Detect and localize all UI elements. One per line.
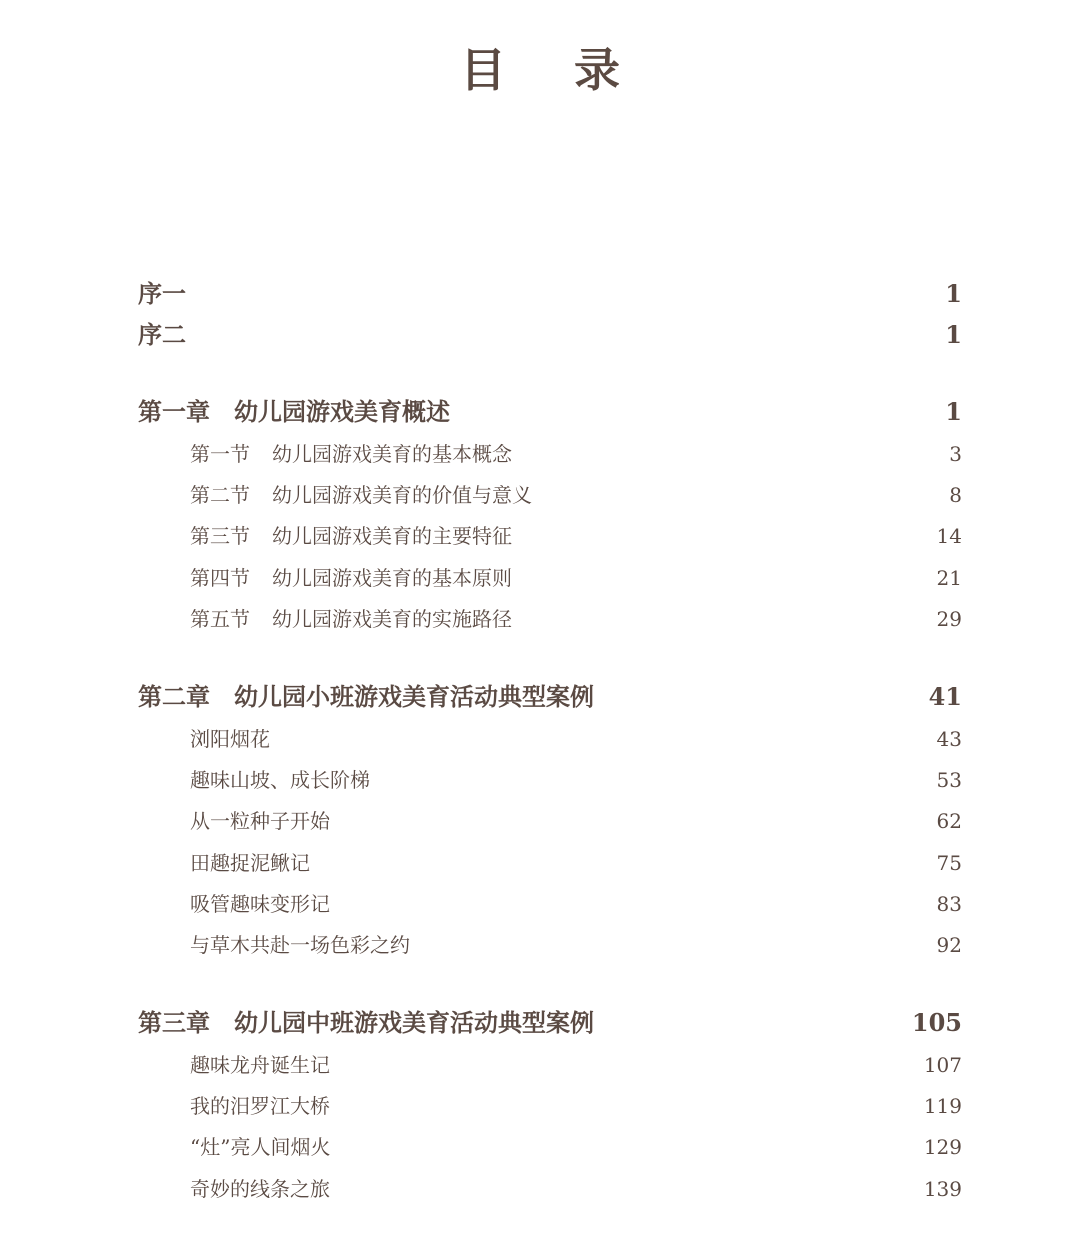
toc-item-title: 趣味龙舟诞生记 xyxy=(190,1053,330,1078)
toc-item-title: “灶”亮人间烟火 xyxy=(190,1135,331,1160)
toc-page-number: 3 xyxy=(949,442,962,466)
toc-item-title: 幼儿园游戏美育的主要特征 xyxy=(272,524,512,549)
toc-chapter-group-3 xyxy=(138,1003,962,1214)
page-title: 目 录 xyxy=(459,43,646,97)
toc-chapter-number: 第一章 xyxy=(138,397,210,426)
toc-chapter-number: 第二章 xyxy=(138,681,210,711)
toc-item[interactable] xyxy=(138,603,962,644)
toc-chapter-1[interactable] xyxy=(138,392,962,438)
toc-item-title: 幼儿园游戏美育的实施路径 xyxy=(272,606,512,631)
toc-item[interactable] xyxy=(138,805,962,846)
toc-item[interactable] xyxy=(138,929,962,970)
toc-page-number: 53 xyxy=(936,768,962,793)
toc-item[interactable] xyxy=(138,764,962,805)
toc-page-number: 1 xyxy=(945,320,962,349)
toc-chapter-label xyxy=(138,392,450,427)
toc-chapter-group-1 xyxy=(138,392,962,644)
toc-item[interactable] xyxy=(138,520,962,561)
toc-item-title: 浏阳烟花 xyxy=(190,726,270,751)
toc-page-number: 8 xyxy=(949,483,962,508)
toc-section-number: 第三节 xyxy=(190,524,250,549)
toc-item-label xyxy=(190,603,512,632)
toc-preface-label: 序一 xyxy=(138,279,186,308)
toc-preface-1[interactable] xyxy=(138,274,962,315)
toc-page-number: 14 xyxy=(936,524,962,549)
toc-page-number: 107 xyxy=(923,1053,962,1078)
toc-chapter-label xyxy=(138,1003,594,1038)
toc-item-label xyxy=(190,438,512,467)
toc-item-title: 与草木共赴一场色彩之约 xyxy=(190,932,410,957)
toc-page-number: 75 xyxy=(936,850,962,875)
toc-item[interactable] xyxy=(138,1173,962,1214)
toc-chapter-number: 第三章 xyxy=(138,1008,210,1038)
toc-page-number: 83 xyxy=(936,891,962,916)
toc-chapter-title: 幼儿园中班游戏美育活动典型案例 xyxy=(234,1008,594,1038)
toc-chapter-label xyxy=(138,677,594,712)
toc-page-number: 92 xyxy=(936,932,962,957)
toc-page-number: 62 xyxy=(936,809,962,834)
table-of-contents xyxy=(138,274,962,1214)
toc-section-number: 第二节 xyxy=(190,483,250,508)
toc-item-title: 幼儿园游戏美育的价值与意义 xyxy=(272,483,532,508)
toc-item[interactable] xyxy=(138,1090,962,1131)
toc-item[interactable] xyxy=(138,888,962,929)
toc-item-title: 奇妙的线条之旅 xyxy=(190,1176,330,1201)
toc-chapter-3[interactable] xyxy=(138,1003,962,1049)
toc-item-title: 从一粒种子开始 xyxy=(190,809,330,834)
toc-item[interactable] xyxy=(138,1131,962,1172)
toc-page-number: 1 xyxy=(945,279,962,308)
toc-page-number: 21 xyxy=(936,565,962,590)
toc-item[interactable] xyxy=(138,1049,962,1090)
toc-section-number: 第一节 xyxy=(190,442,250,466)
toc-item-title: 吸管趣味变形记 xyxy=(190,891,330,916)
toc-chapter-title: 幼儿园小班游戏美育活动典型案例 xyxy=(234,681,594,711)
toc-item-title: 趣味山坡、成长阶梯 xyxy=(190,768,370,793)
toc-section-number: 第五节 xyxy=(190,606,250,631)
toc-item-title: 我的汨罗江大桥 xyxy=(190,1094,330,1119)
toc-page-number: 1 xyxy=(945,397,962,426)
toc-chapter-title: 幼儿园游戏美育概述 xyxy=(234,397,450,426)
toc-page-number: 41 xyxy=(928,681,962,711)
toc-preface-2[interactable] xyxy=(138,315,962,356)
toc-page-number: 105 xyxy=(911,1008,962,1038)
toc-item[interactable] xyxy=(138,723,962,764)
toc-item-title: 幼儿园游戏美育的基本概念 xyxy=(272,442,512,466)
toc-page-number: 129 xyxy=(923,1135,962,1160)
toc-page-number: 139 xyxy=(923,1176,962,1201)
toc-item-title: 幼儿园游戏美育的基本原则 xyxy=(272,565,512,590)
toc-item[interactable] xyxy=(138,847,962,888)
toc-chapter-group-2 xyxy=(138,677,962,970)
toc-item-label xyxy=(190,520,512,549)
toc-item-label xyxy=(190,479,532,508)
toc-item[interactable] xyxy=(138,438,962,479)
toc-section-number: 第四节 xyxy=(190,565,250,590)
toc-item[interactable] xyxy=(138,562,962,603)
toc-item-label xyxy=(190,562,512,591)
toc-page-number: 119 xyxy=(923,1094,962,1119)
toc-chapter-2[interactable] xyxy=(138,677,962,723)
toc-item[interactable] xyxy=(138,479,962,520)
toc-page-number: 29 xyxy=(936,606,962,631)
toc-preface-label: 序二 xyxy=(138,320,186,349)
toc-item-title: 田趣捉泥鳅记 xyxy=(190,850,310,875)
toc-page-number: 43 xyxy=(936,726,962,751)
